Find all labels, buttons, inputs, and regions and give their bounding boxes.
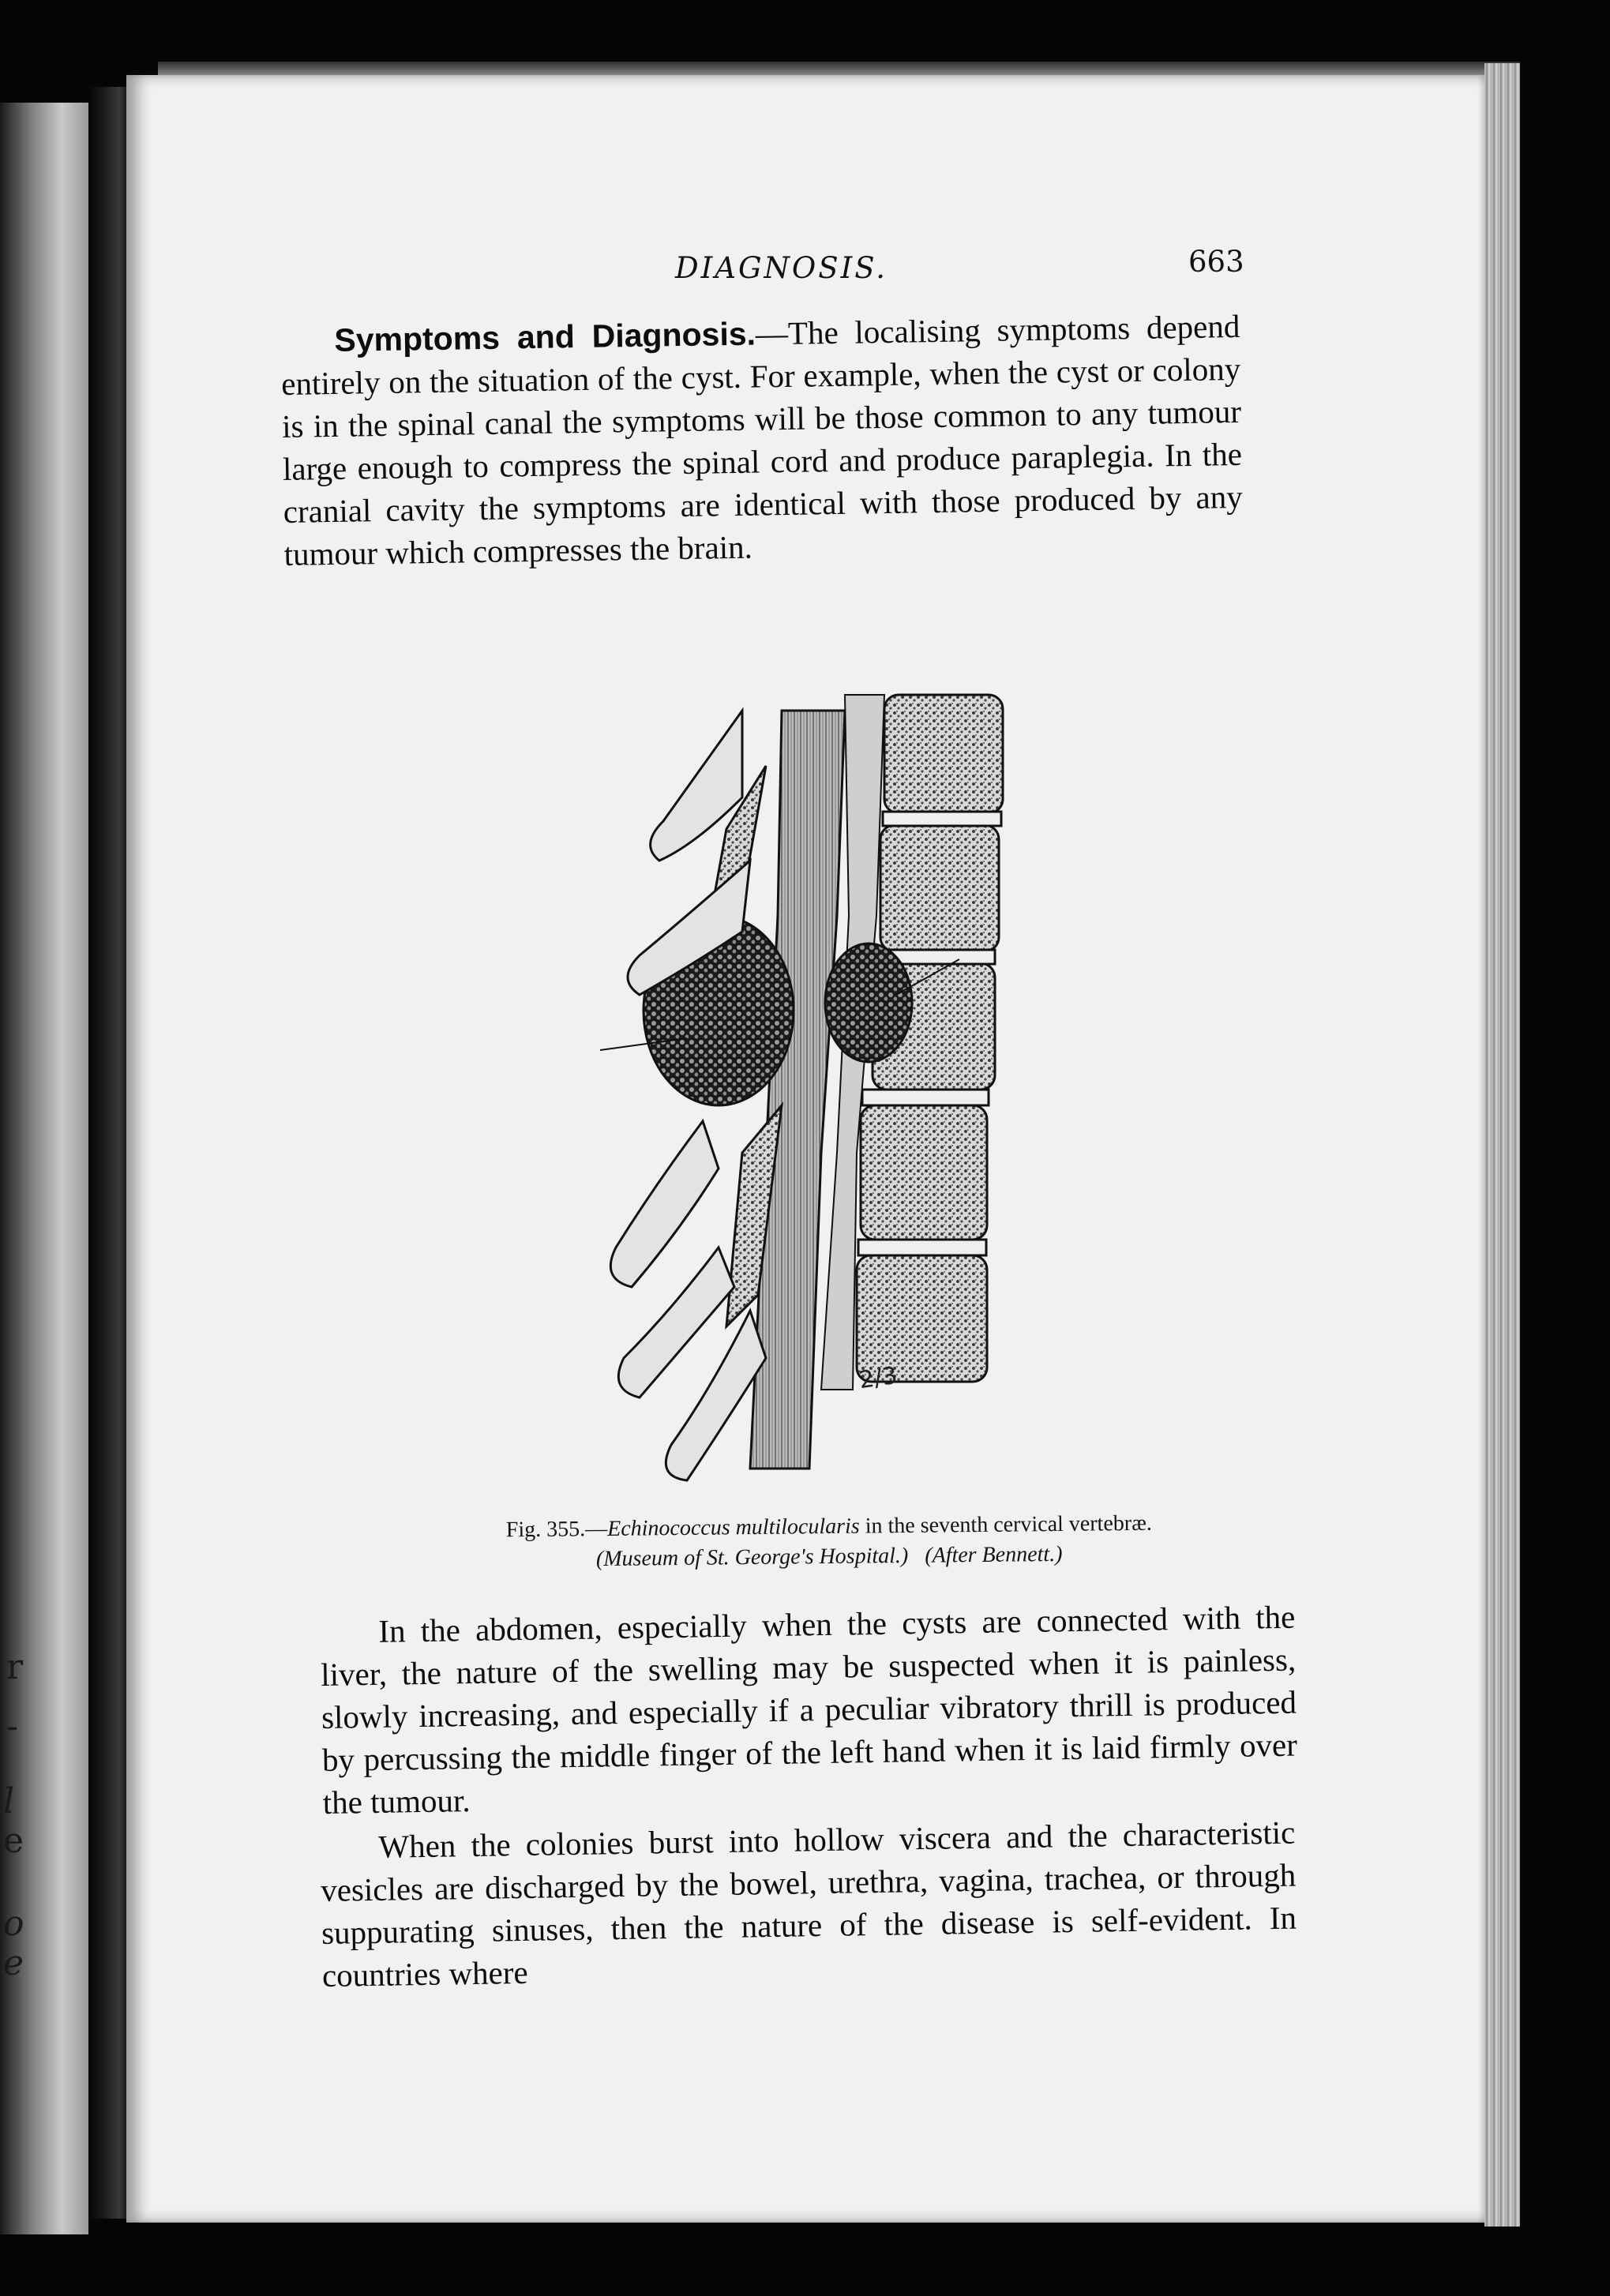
paragraph-colonies-burst: When the colonies burst into hollow viscera and the characteristic vesicles are discharged by the bowel, urethra, vagina, trachea, or through suppurating sinuses, then the nature of the disease is self-evident. In countries where — [320, 1814, 1297, 1994]
figure-caption — [395, 1507, 1264, 1577]
left-page-letter: - — [6, 1706, 18, 1746]
left-page-letter: o — [3, 1904, 24, 1944]
left-page-fragment — [0, 103, 88, 2234]
paragraph-abdomen: In the abdomen, especially when the cysts are connected with the liver, the nature of the swelling may be suspected when it is painless, slowly increasing, and especially if a peculiar vibratory thrill is produced by percussing the middle finger of the left hand when it is laid firmly over the tumour. — [320, 1598, 1298, 1821]
figure-spinal-section-illustration — [584, 679, 1026, 1492]
left-page-letter: l — [3, 1781, 15, 1821]
book-spine — [88, 87, 129, 2219]
caption-fig-number: Fig. 355.— — [505, 1516, 608, 1543]
left-page-letter: r — [6, 1647, 24, 1687]
figure-scale-note: 2/3 — [857, 1361, 899, 1395]
running-head: DIAGNOSIS. — [675, 251, 888, 285]
paragraph-lead-heading: Symptoms and Diagnosis. — [334, 315, 756, 358]
caption-attribution: (After Bennett.) — [925, 1541, 1063, 1568]
paragraph-symptoms-diagnosis — [280, 305, 1244, 576]
caption-description: in the seventh cervical vertebræ. — [859, 1510, 1152, 1539]
page-edge-stack — [1484, 63, 1520, 2227]
page-number: 663 — [1188, 245, 1244, 279]
caption-species: Echinococcus multilocularis — [606, 1514, 860, 1541]
paragraph-text: —The localising symptoms depend entirely on the situation of the cyst. For example, when the cyst or colony is in the spinal canal the symptoms will be those common to any tumour large enough to compress the spinal cord and produce paraplegia. In the cranial cavity the symptoms are identical with those produced by any tumour which compresses the brain. — [280, 307, 1244, 572]
left-page-letter: e — [3, 1943, 24, 1983]
left-page-letter: e — [3, 1821, 24, 1861]
caption-source: (Museum of St. George's Hospital.) — [595, 1543, 909, 1572]
spine-illustration — [584, 679, 1026, 1492]
cyst-mass — [825, 944, 912, 1062]
